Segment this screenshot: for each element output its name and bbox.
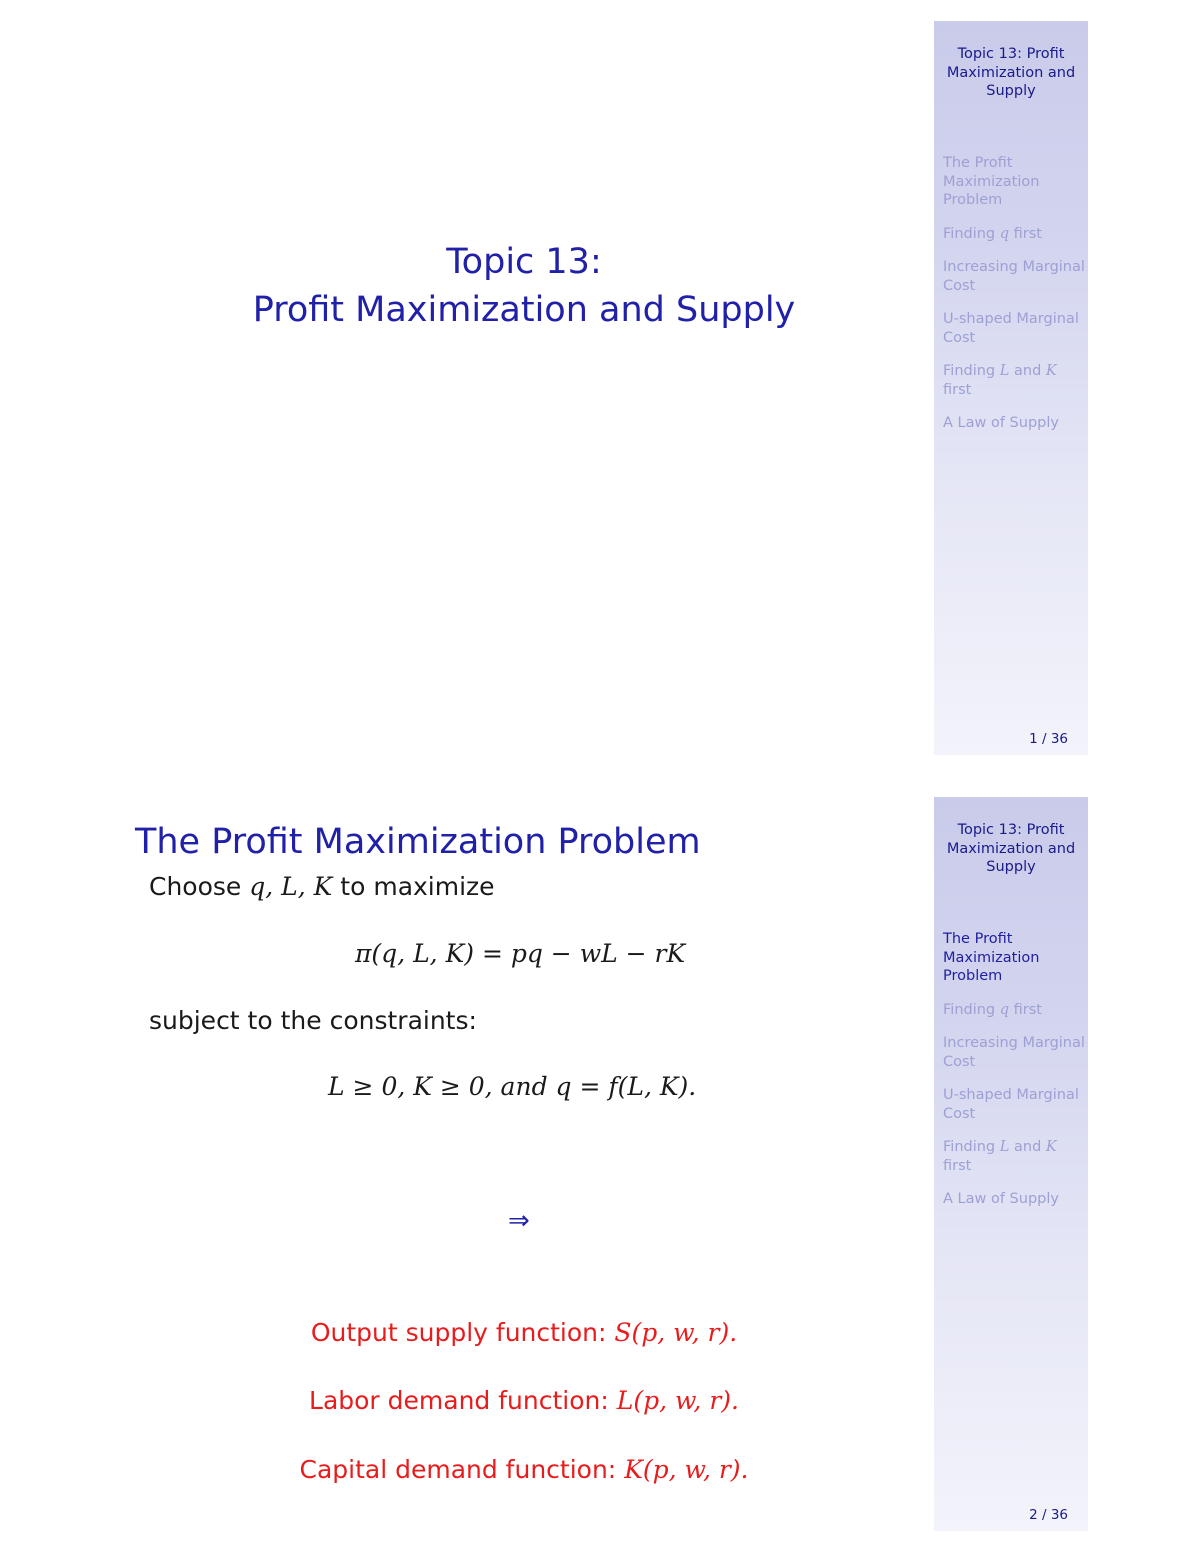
objective-formula: π(q, L, K) = pq − wL − rK xyxy=(355,939,686,968)
nav-item-profit-maximization-problem[interactable]: The Profit Maximization Problem xyxy=(943,931,1040,984)
title-line-2: Profit Maximization and Supply xyxy=(252,290,796,330)
output-supply-line: Output supply function: S(p, w, r). xyxy=(310,1318,738,1347)
sidebar-title[interactable]: Topic 13: Profit Maximization and Supply xyxy=(946,46,1076,99)
page-number: 2 / 36 xyxy=(1029,1507,1068,1523)
nav-item-profit-maximization-problem[interactable]: The Profit Maximization Problem xyxy=(943,155,1040,208)
sidebar-title[interactable]: Topic 13: Profit Maximization and Supply xyxy=(946,822,1076,875)
labor-demand-line: Labor demand function: L(p, w, r). xyxy=(309,1386,739,1415)
frame-title: The Profit Maximization Problem xyxy=(135,822,701,862)
nav-item-finding-l-and-k-first[interactable]: Finding L and K first xyxy=(943,363,1057,398)
sidebar xyxy=(934,21,1088,755)
nav-item-u-shaped-marginal-cost[interactable]: U-shaped Marginal Cost xyxy=(943,311,1079,346)
sidebar-nav xyxy=(943,930,1088,1224)
sidebar-nav xyxy=(943,154,1088,448)
nav-item-increasing-marginal-cost[interactable]: Increasing Marginal Cost xyxy=(943,259,1085,294)
slide-1 xyxy=(0,0,1200,776)
page-number: 1 / 36 xyxy=(1029,731,1068,747)
nav-item-finding-l-and-k-first[interactable]: Finding L and K first xyxy=(943,1139,1057,1174)
implies-arrow: ⇒ xyxy=(508,1206,530,1236)
nav-item-finding-q-first[interactable]: Finding q first xyxy=(943,1001,1042,1018)
constraints-label: subject to the constraints: xyxy=(149,1006,477,1035)
choose-variables: q, L, K xyxy=(249,872,333,901)
capital-demand-line: Capital demand function: K(p, w, r). xyxy=(299,1455,749,1484)
constraints-formula: L ≥ 0, K ≥ 0, and q = f(L, K). xyxy=(328,1072,697,1101)
nav-item-law-of-supply[interactable]: A Law of Supply xyxy=(943,1191,1059,1207)
title-block xyxy=(224,238,824,334)
nav-item-law-of-supply[interactable]: A Law of Supply xyxy=(943,415,1059,431)
nav-item-increasing-marginal-cost[interactable]: Increasing Marginal Cost xyxy=(943,1035,1085,1070)
sidebar xyxy=(934,797,1088,1531)
nav-item-finding-q-first[interactable]: Finding q first xyxy=(943,225,1042,242)
nav-item-u-shaped-marginal-cost[interactable]: U-shaped Marginal Cost xyxy=(943,1087,1079,1122)
choose-line: Choose q, L, K to maximize xyxy=(149,872,495,901)
title-line-1: Topic 13: xyxy=(446,242,602,282)
